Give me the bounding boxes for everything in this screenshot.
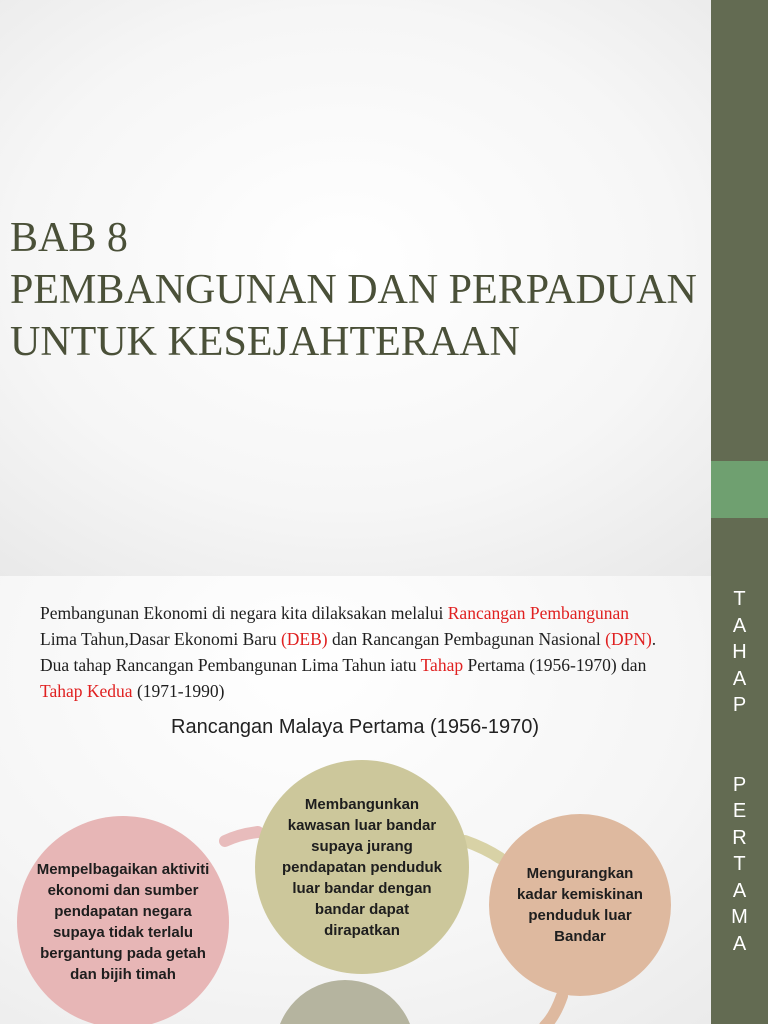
title-line-1: BAB 8 xyxy=(10,215,128,261)
vertical-letter: E xyxy=(732,800,747,822)
highlight-tahap: Tahap xyxy=(420,655,464,675)
highlight-rancangan-pembangunan: Rancangan Pembangunan xyxy=(447,603,630,623)
slide-2 xyxy=(0,576,768,1024)
paragraph-text: Lima Tahun,Dasar Ekonomi Baru xyxy=(40,629,281,649)
vertical-letter: A xyxy=(732,879,747,902)
vertical-letter: M xyxy=(731,906,748,928)
ring-arc-right-bottom xyxy=(545,996,562,1024)
sidebar-accent-block xyxy=(711,461,768,518)
highlight-deb: (DEB) xyxy=(280,629,328,649)
vertical-letter: A xyxy=(732,932,747,955)
circle-left-text: Mempelbagaikan aktiviti ekonomi dan sumber pendapatan negara supaya tidak terlalu bergantung pada getah dan bijih timah xyxy=(36,861,210,983)
circle-right-text: Mengurangkan kadar kemiskinan penduduk luar Bandar xyxy=(517,865,643,945)
circle-middle-text: Membangunkan kawasan luar bandar supaya jurang pendapatan penduduk luar bandar dengan bandar dapat dirapatkan xyxy=(281,795,442,939)
paragraph-text: dan Rancangan Pembagunan Nasional xyxy=(327,629,606,649)
vertical-letter xyxy=(711,719,768,746)
paragraph-text: Pembangunan Ekonomi di negara kita dilaksakan melalui xyxy=(40,603,448,623)
section-subtitle: Rancangan Malaya Pertama (1956-1970) xyxy=(171,716,539,738)
highlight-dpn: (DPN) xyxy=(605,629,652,649)
highlight-tahap-kedua: Tahap Kedua xyxy=(40,681,133,701)
circle-reduce-poverty xyxy=(489,814,671,996)
ring-arc-left-mid xyxy=(225,832,258,841)
paragraph-text: Pertama (1956-1970) dan xyxy=(463,655,647,675)
paragraph-text: (1971-1990) xyxy=(132,681,225,701)
vertical-letter: T xyxy=(733,853,746,875)
vertical-letter: P xyxy=(732,694,747,716)
title-line-3: UNTUK KESEJAHTERAAN xyxy=(10,319,520,365)
vertical-sidebar-text xyxy=(711,586,768,957)
vertical-letter: T xyxy=(733,588,746,610)
title-line-2: PEMBANGUNAN DAN PERPADUAN xyxy=(10,267,697,313)
vertical-letter: P xyxy=(732,773,747,796)
vertical-letter: A xyxy=(732,667,747,690)
circle-rural-development xyxy=(255,760,469,974)
vertical-letter xyxy=(711,745,768,772)
vertical-letter: H xyxy=(732,641,747,663)
vertical-letter: A xyxy=(732,614,747,637)
slide-title xyxy=(10,212,697,368)
vertical-letter: R xyxy=(732,826,747,849)
slide-1-sidebar xyxy=(711,0,768,576)
circle-diversify-economy xyxy=(17,816,229,1024)
paragraph-text: . Dua tahap Rancangan Pembangunan Lima Tahun iatu xyxy=(40,629,657,675)
ring-arc-mid-right xyxy=(465,841,500,858)
